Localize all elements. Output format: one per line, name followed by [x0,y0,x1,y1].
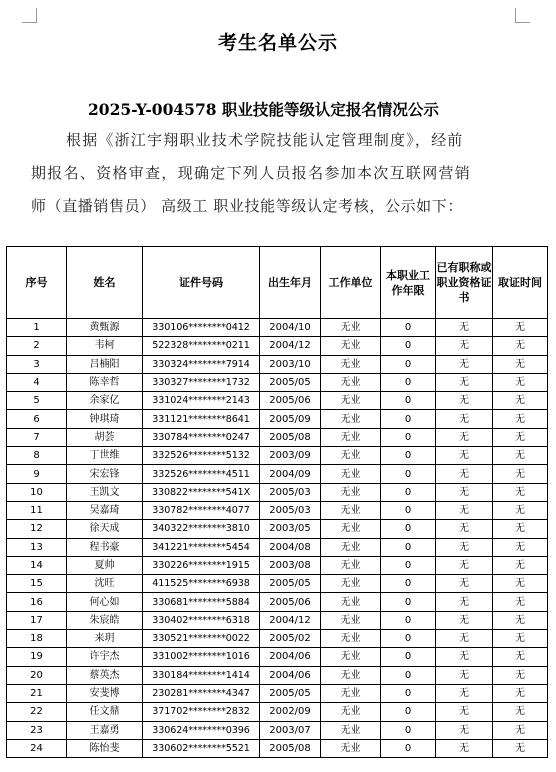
cell-certificate: 无 [436,630,493,648]
cell-certificate: 无 [436,319,493,337]
cell-cert-date: 无 [493,630,548,648]
cell-certificate: 无 [436,428,493,446]
cell-cert-date: 无 [493,483,548,501]
cell-cert-date: 无 [493,428,548,446]
cell-name: 王嘉勇 [67,721,143,739]
cell-cert-date: 无 [493,648,548,666]
cell-work-years: 0 [381,648,436,666]
cell-certificate: 无 [436,410,493,428]
paragraph-line-3: 师（直播销售员） 高级工 职业技能等级认定考核，公示如下： [31,197,463,215]
cell-id-number: 371702********2832 [143,703,260,721]
cell-work-years: 0 [381,538,436,556]
cell-seq: 1 [7,319,67,337]
cell-cert-date: 无 [493,410,548,428]
cell-work-years: 0 [381,739,436,757]
cell-employer: 无业 [321,630,381,648]
page-corner-mark-left [22,8,37,23]
cell-cert-date: 无 [493,501,548,519]
cell-cert-date: 无 [493,538,548,556]
cell-name: 蔡英杰 [67,666,143,684]
cell-name: 夏帅 [67,556,143,574]
cell-name: 吴嘉琦 [67,501,143,519]
page-corner-mark-right [515,8,530,23]
cell-certificate: 无 [436,520,493,538]
table-row [7,465,548,483]
cell-certificate: 无 [436,593,493,611]
table-row [7,648,548,666]
cell-birth: 2004/12 [260,337,321,355]
cell-seq: 10 [7,483,67,501]
cell-name: 徐天成 [67,520,143,538]
table-row [7,575,548,593]
table-row [7,556,548,574]
document-title: 考生名单公示 [217,32,338,54]
table-row [7,630,548,648]
cell-seq: 5 [7,392,67,410]
cell-birth: 2005/05 [260,575,321,593]
table-row [7,319,548,337]
cell-seq: 9 [7,465,67,483]
header-id-number: 证件号码 [143,247,260,319]
cell-id-number: 341221********5454 [143,538,260,556]
cell-employer: 无业 [321,319,381,337]
cell-birth: 2003/07 [260,721,321,739]
cell-employer: 无业 [321,447,381,465]
cell-id-number: 330106********0412 [143,319,260,337]
header-name: 姓名 [67,247,143,319]
cell-birth: 2004/08 [260,538,321,556]
cell-certificate: 无 [436,611,493,629]
table-row [7,501,548,519]
cell-id-number: 330402********6318 [143,611,260,629]
cell-cert-date: 无 [493,520,548,538]
cell-name: 胡荟 [67,428,143,446]
table-row [7,447,548,465]
cell-employer: 无业 [321,501,381,519]
cell-work-years: 0 [381,556,436,574]
header-birth: 出生年月 [260,247,321,319]
cell-work-years: 0 [381,575,436,593]
table-row [7,428,548,446]
cell-birth: 2005/06 [260,392,321,410]
cell-employer: 无业 [321,483,381,501]
header-work-years: 本职业工作年限 [381,247,436,319]
cell-name: 黄甄源 [67,319,143,337]
cell-name: 任文鼎 [67,703,143,721]
cell-id-number: 522328********0211 [143,337,260,355]
cell-id-number: 330624********0396 [143,721,260,739]
cell-name: 余家亿 [67,392,143,410]
cell-seq: 17 [7,611,67,629]
cell-certificate: 无 [436,721,493,739]
cell-id-number: 330784********0247 [143,428,260,446]
cell-employer: 无业 [321,392,381,410]
cell-id-number: 330782********4077 [143,501,260,519]
cell-work-years: 0 [381,520,436,538]
header-cert-date: 取证时间 [493,247,548,319]
cell-work-years: 0 [381,684,436,702]
cell-work-years: 0 [381,410,436,428]
cell-seq: 2 [7,337,67,355]
cell-birth: 2004/12 [260,611,321,629]
cell-name: 许宇杰 [67,648,143,666]
table-row [7,703,548,721]
table-row [7,410,548,428]
cell-cert-date: 无 [493,392,548,410]
cell-employer: 无业 [321,428,381,446]
header-seq: 序号 [7,247,67,319]
cell-id-number: 330521********0022 [143,630,260,648]
document-subtitle: 2025-Y-004578 职业技能等级认定报名情况公示 [88,100,439,119]
cell-id-number: 330602********5521 [143,739,260,757]
cell-employer: 无业 [321,373,381,391]
cell-seq: 12 [7,520,67,538]
cell-name: 安斐博 [67,684,143,702]
cell-certificate: 无 [436,739,493,757]
cell-name: 朱宸皓 [67,611,143,629]
cell-id-number: 330822********541X [143,483,260,501]
cell-employer: 无业 [321,556,381,574]
cell-cert-date: 无 [493,575,548,593]
cell-work-years: 0 [381,465,436,483]
cell-seq: 20 [7,666,67,684]
cell-id-number: 331002********1016 [143,648,260,666]
table-row [7,355,548,373]
cell-birth: 2004/10 [260,319,321,337]
cell-seq: 6 [7,410,67,428]
cell-certificate: 无 [436,684,493,702]
cell-birth: 2003/10 [260,355,321,373]
cell-work-years: 0 [381,501,436,519]
cell-work-years: 0 [381,428,436,446]
cell-certificate: 无 [436,392,493,410]
cell-work-years: 0 [381,593,436,611]
cell-name: 陈怡斐 [67,739,143,757]
cell-name: 何心如 [67,593,143,611]
cell-certificate: 无 [436,666,493,684]
cell-seq: 11 [7,501,67,519]
table-row [7,392,548,410]
cell-cert-date: 无 [493,556,548,574]
cell-certificate: 无 [436,337,493,355]
cell-employer: 无业 [321,611,381,629]
cell-cert-date: 无 [493,465,548,483]
cell-cert-date: 无 [493,373,548,391]
table-row [7,739,548,757]
cell-birth: 2005/08 [260,739,321,757]
cell-seq: 16 [7,593,67,611]
table-row [7,666,548,684]
cell-work-years: 0 [381,373,436,391]
cell-birth: 2004/06 [260,648,321,666]
cell-work-years: 0 [381,483,436,501]
cell-certificate: 无 [436,575,493,593]
table-row [7,593,548,611]
cell-employer: 无业 [321,703,381,721]
cell-work-years: 0 [381,703,436,721]
cell-id-number: 332526********4511 [143,465,260,483]
table-row [7,611,548,629]
cell-seq: 23 [7,721,67,739]
cell-employer: 无业 [321,520,381,538]
cell-employer: 无业 [321,575,381,593]
cell-name: 沈旺 [67,575,143,593]
cell-birth: 2003/09 [260,447,321,465]
paragraph-line-2: 期报名、资格审查，现确定下列人员报名参加本次互联网营销 [31,164,472,182]
table-row [7,337,548,355]
table-body [7,319,548,758]
cell-birth: 2003/08 [260,556,321,574]
header-certificate: 已有职称或职业资格证书 [436,247,493,319]
cell-id-number: 330324********7914 [143,355,260,373]
table-row [7,684,548,702]
cell-seq: 14 [7,556,67,574]
cell-id-number: 330681********5884 [143,593,260,611]
cell-seq: 15 [7,575,67,593]
cell-id-number: 330184********1414 [143,666,260,684]
cell-employer: 无业 [321,721,381,739]
cell-seq: 22 [7,703,67,721]
cell-certificate: 无 [436,538,493,556]
cell-employer: 无业 [321,648,381,666]
cell-seq: 8 [7,447,67,465]
cell-employer: 无业 [321,355,381,373]
cell-employer: 无业 [321,465,381,483]
cell-employer: 无业 [321,538,381,556]
cell-name: 钟琪琦 [67,410,143,428]
cell-cert-date: 无 [493,739,548,757]
cell-birth: 2005/05 [260,373,321,391]
cell-id-number: 332526********5132 [143,447,260,465]
cell-seq: 18 [7,630,67,648]
table-header-row [7,247,548,319]
cell-employer: 无业 [321,593,381,611]
cell-seq: 19 [7,648,67,666]
table-row [7,721,548,739]
cell-name: 韦柯 [67,337,143,355]
cell-certificate: 无 [436,373,493,391]
cell-id-number: 331121********8641 [143,410,260,428]
cell-id-number: 340322********3810 [143,520,260,538]
cell-cert-date: 无 [493,611,548,629]
cell-birth: 2005/02 [260,630,321,648]
cell-certificate: 无 [436,483,493,501]
cell-employer: 无业 [321,410,381,428]
cell-work-years: 0 [381,337,436,355]
cell-employer: 无业 [321,684,381,702]
header-employer: 工作单位 [321,247,381,319]
cell-seq: 13 [7,538,67,556]
cell-birth: 2003/05 [260,520,321,538]
cell-work-years: 0 [381,630,436,648]
cell-work-years: 0 [381,666,436,684]
cell-work-years: 0 [381,355,436,373]
cell-cert-date: 无 [493,684,548,702]
cell-certificate: 无 [436,703,493,721]
cell-cert-date: 无 [493,447,548,465]
cell-birth: 2002/09 [260,703,321,721]
paragraph-line-1: 根据《浙江宇翔职业技术学院技能认定管理制度》，经前 [66,131,464,149]
cell-certificate: 无 [436,355,493,373]
cell-name: 吕楠阳 [67,355,143,373]
cell-cert-date: 无 [493,337,548,355]
cell-seq: 7 [7,428,67,446]
cell-name: 王凯文 [67,483,143,501]
candidate-table [6,246,548,758]
cell-birth: 2005/08 [260,428,321,446]
table-row [7,373,548,391]
cell-work-years: 0 [381,721,436,739]
cell-id-number: 330327********1732 [143,373,260,391]
cell-cert-date: 无 [493,355,548,373]
cell-employer: 无业 [321,739,381,757]
cell-id-number: 331024********2143 [143,392,260,410]
table-row [7,520,548,538]
cell-name: 程书豪 [67,538,143,556]
cell-name: 丁世维 [67,447,143,465]
cell-work-years: 0 [381,611,436,629]
cell-birth: 2005/06 [260,593,321,611]
cell-certificate: 无 [436,556,493,574]
cell-employer: 无业 [321,666,381,684]
cell-seq: 3 [7,355,67,373]
cell-certificate: 无 [436,648,493,666]
cell-work-years: 0 [381,319,436,337]
cell-name: 来玥 [67,630,143,648]
cell-certificate: 无 [436,465,493,483]
cell-certificate: 无 [436,447,493,465]
cell-employer: 无业 [321,337,381,355]
cell-name: 陈幸哲 [67,373,143,391]
cell-birth: 2005/09 [260,410,321,428]
cell-name: 宋宏锋 [67,465,143,483]
cell-cert-date: 无 [493,666,548,684]
cell-id-number: 411525********6938 [143,575,260,593]
cell-birth: 2004/06 [260,666,321,684]
cell-seq: 24 [7,739,67,757]
cell-seq: 21 [7,684,67,702]
cell-seq: 4 [7,373,67,391]
cell-cert-date: 无 [493,319,548,337]
cell-cert-date: 无 [493,721,548,739]
cell-birth: 2005/05 [260,684,321,702]
cell-birth: 2004/09 [260,465,321,483]
cell-work-years: 0 [381,447,436,465]
cell-id-number: 230281********4347 [143,684,260,702]
table-row [7,483,548,501]
cell-id-number: 330226********1915 [143,556,260,574]
cell-cert-date: 无 [493,703,548,721]
cell-certificate: 无 [436,501,493,519]
table-row [7,538,548,556]
cell-birth: 2005/03 [260,483,321,501]
cell-birth: 2005/03 [260,501,321,519]
cell-work-years: 0 [381,392,436,410]
cell-cert-date: 无 [493,593,548,611]
